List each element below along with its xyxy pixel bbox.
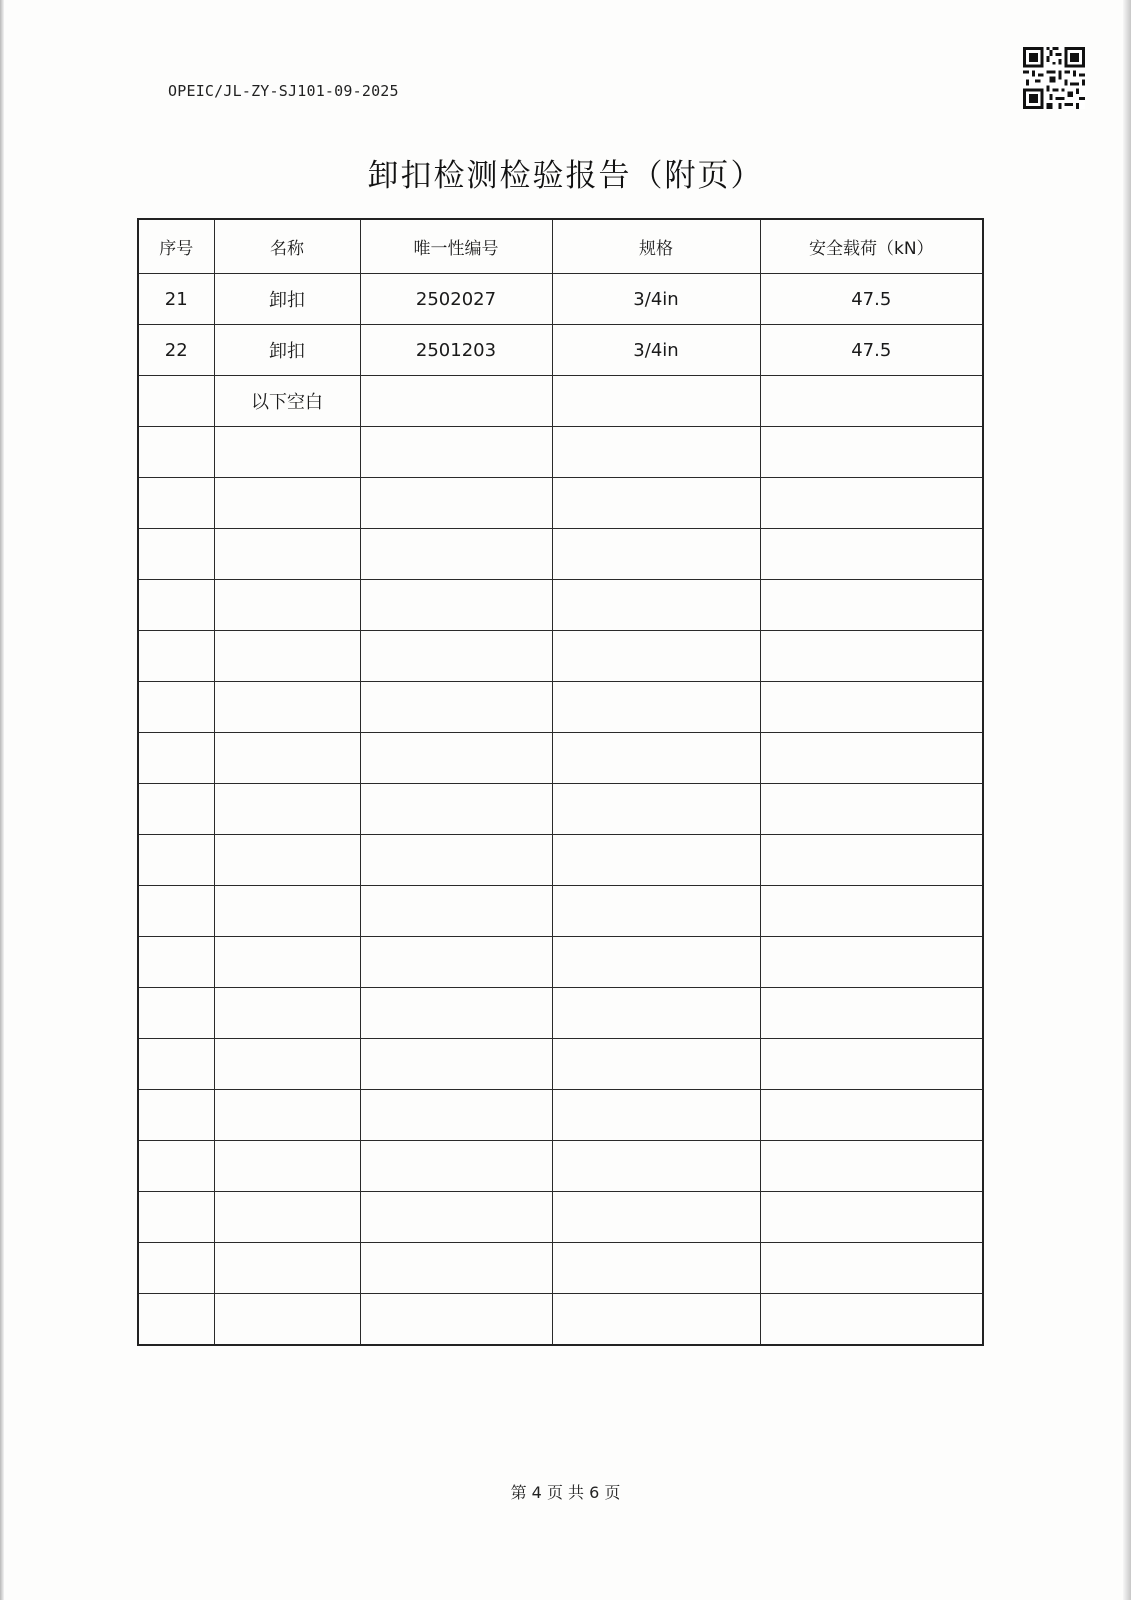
cell-specification xyxy=(552,376,760,427)
cell-name xyxy=(214,478,360,529)
cell-specification xyxy=(552,478,760,529)
cell-specification xyxy=(552,1243,760,1294)
cell-name xyxy=(214,529,360,580)
cell-serial-number xyxy=(138,733,214,784)
cell-name: 以下空白 xyxy=(214,376,360,427)
cell-safe-load xyxy=(760,1141,983,1192)
cell-safe-load xyxy=(760,733,983,784)
cell-unique-id xyxy=(360,1090,552,1141)
cell-name xyxy=(214,427,360,478)
cell-safe-load: 47.5 xyxy=(760,274,983,325)
cell-name xyxy=(214,1141,360,1192)
page-number: 第 4 页 共 6 页 xyxy=(510,1483,621,1502)
table-row xyxy=(138,1192,983,1243)
table-row xyxy=(138,937,983,988)
cell-specification xyxy=(552,886,760,937)
cell-name xyxy=(214,682,360,733)
cell-specification xyxy=(552,784,760,835)
cell-unique-id: 2502027 xyxy=(360,274,552,325)
cell-specification xyxy=(552,937,760,988)
cell-specification xyxy=(552,427,760,478)
cell-name xyxy=(214,1090,360,1141)
cell-unique-id xyxy=(360,478,552,529)
cell-name xyxy=(214,580,360,631)
cell-serial-number xyxy=(138,988,214,1039)
cell-serial-number xyxy=(138,682,214,733)
cell-name xyxy=(214,886,360,937)
cell-name xyxy=(214,835,360,886)
cell-unique-id: 2501203 xyxy=(360,325,552,376)
cell-unique-id xyxy=(360,631,552,682)
cell-specification xyxy=(552,1192,760,1243)
cell-specification xyxy=(552,529,760,580)
shackle-inspection-table xyxy=(137,218,984,1346)
column-header-specification: 规格 xyxy=(552,219,760,274)
cell-specification xyxy=(552,733,760,784)
cell-unique-id xyxy=(360,988,552,1039)
cell-name xyxy=(214,1192,360,1243)
cell-serial-number xyxy=(138,631,214,682)
table-row xyxy=(138,1039,983,1090)
cell-safe-load xyxy=(760,1090,983,1141)
table-row xyxy=(138,529,983,580)
cell-safe-load xyxy=(760,478,983,529)
cell-unique-id xyxy=(360,580,552,631)
table-row xyxy=(138,325,983,376)
cell-serial-number xyxy=(138,886,214,937)
table-row xyxy=(138,580,983,631)
cell-serial-number xyxy=(138,478,214,529)
cell-specification xyxy=(552,631,760,682)
report-title: 卸扣检测检验报告（附页） xyxy=(367,158,764,194)
table-row xyxy=(138,631,983,682)
table-row xyxy=(138,733,983,784)
cell-unique-id xyxy=(360,1141,552,1192)
cell-specification xyxy=(552,580,760,631)
cell-serial-number xyxy=(138,1090,214,1141)
cell-specification xyxy=(552,1039,760,1090)
cell-serial-number: 22 xyxy=(138,325,214,376)
cell-serial-number xyxy=(138,1039,214,1090)
table-row xyxy=(138,1294,983,1346)
cell-safe-load xyxy=(760,1192,983,1243)
cell-serial-number xyxy=(138,1294,214,1346)
table-header-row xyxy=(138,219,983,274)
table-row xyxy=(138,1090,983,1141)
column-header-unique-id: 唯一性编号 xyxy=(360,219,552,274)
cell-safe-load xyxy=(760,1039,983,1090)
cell-serial-number xyxy=(138,529,214,580)
cell-safe-load xyxy=(760,427,983,478)
cell-safe-load xyxy=(760,376,983,427)
cell-serial-number xyxy=(138,427,214,478)
cell-unique-id xyxy=(360,886,552,937)
cell-specification xyxy=(552,1294,760,1346)
cell-unique-id xyxy=(360,376,552,427)
table-row xyxy=(138,376,983,427)
cell-unique-id xyxy=(360,835,552,886)
cell-safe-load xyxy=(760,529,983,580)
cell-name: 卸扣 xyxy=(214,325,360,376)
cell-serial-number: 21 xyxy=(138,274,214,325)
cell-serial-number xyxy=(138,784,214,835)
cell-serial-number xyxy=(138,1141,214,1192)
cell-serial-number xyxy=(138,835,214,886)
cell-safe-load xyxy=(760,937,983,988)
cell-safe-load xyxy=(760,835,983,886)
cell-safe-load xyxy=(760,784,983,835)
cell-name xyxy=(214,784,360,835)
cell-name xyxy=(214,988,360,1039)
cell-safe-load xyxy=(760,1294,983,1346)
cell-serial-number xyxy=(138,1243,214,1294)
cell-serial-number xyxy=(138,937,214,988)
cell-serial-number xyxy=(138,1192,214,1243)
table-row xyxy=(138,835,983,886)
cell-name xyxy=(214,1243,360,1294)
scan-edge-right xyxy=(1123,0,1131,1600)
table-row xyxy=(138,784,983,835)
table-row xyxy=(138,427,983,478)
cell-serial-number xyxy=(138,580,214,631)
cell-name xyxy=(214,1039,360,1090)
cell-name xyxy=(214,1294,360,1346)
cell-specification xyxy=(552,988,760,1039)
cell-unique-id xyxy=(360,784,552,835)
column-header-safe-load: 安全载荷（kN） xyxy=(760,219,983,274)
cell-unique-id xyxy=(360,1192,552,1243)
cell-unique-id xyxy=(360,1243,552,1294)
cell-safe-load xyxy=(760,631,983,682)
column-header-name: 名称 xyxy=(214,219,360,274)
cell-specification: 3/4in xyxy=(552,274,760,325)
cell-unique-id xyxy=(360,427,552,478)
table-row xyxy=(138,274,983,325)
table-row xyxy=(138,988,983,1039)
cell-name xyxy=(214,631,360,682)
table-row xyxy=(138,478,983,529)
cell-unique-id xyxy=(360,733,552,784)
table-row xyxy=(138,682,983,733)
cell-unique-id xyxy=(360,682,552,733)
cell-safe-load xyxy=(760,988,983,1039)
cell-safe-load xyxy=(760,1243,983,1294)
cell-safe-load: 47.5 xyxy=(760,325,983,376)
cell-specification xyxy=(552,1090,760,1141)
column-header-serial-number: 序号 xyxy=(138,219,214,274)
cell-serial-number xyxy=(138,376,214,427)
cell-specification xyxy=(552,682,760,733)
cell-name xyxy=(214,733,360,784)
cell-name: 卸扣 xyxy=(214,274,360,325)
qr-code-icon xyxy=(1023,47,1085,109)
cell-safe-load xyxy=(760,682,983,733)
cell-safe-load xyxy=(760,580,983,631)
cell-name xyxy=(214,937,360,988)
cell-unique-id xyxy=(360,529,552,580)
table-row xyxy=(138,886,983,937)
cell-specification: 3/4in xyxy=(552,325,760,376)
cell-specification xyxy=(552,835,760,886)
cell-unique-id xyxy=(360,1039,552,1090)
document-code: OPEIC/JL-ZY-SJ101-09-2025 xyxy=(168,82,399,100)
scan-edge-left xyxy=(0,0,4,1600)
cell-unique-id xyxy=(360,1294,552,1346)
table-row xyxy=(138,1141,983,1192)
cell-unique-id xyxy=(360,937,552,988)
cell-safe-load xyxy=(760,886,983,937)
table-row xyxy=(138,1243,983,1294)
cell-specification xyxy=(552,1141,760,1192)
